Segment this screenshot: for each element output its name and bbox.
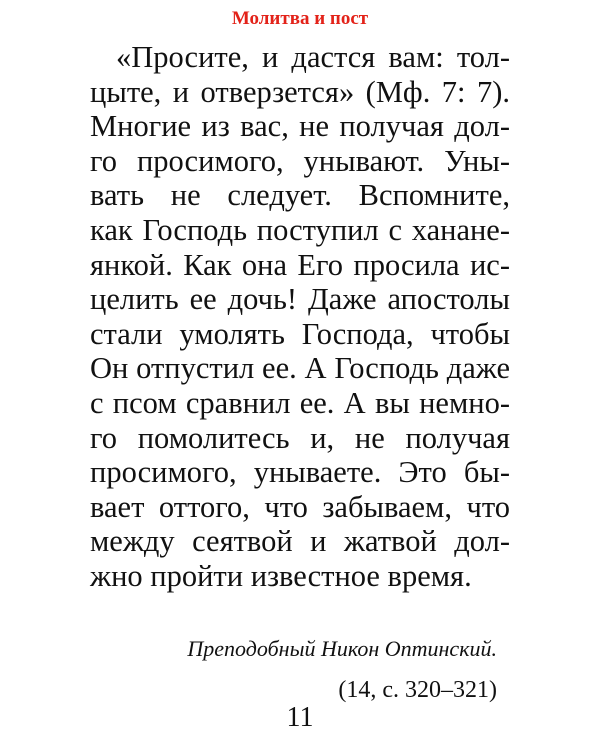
- page-number: 11: [286, 702, 314, 733]
- attribution: [187, 635, 497, 705]
- text-line: жно пройти известное время.: [90, 558, 472, 593]
- text-line: целить ее дочь! Даже апостолы: [90, 282, 510, 317]
- text-line: между сеятвой и жатвой дол-: [90, 524, 510, 559]
- text-line: с псом сравнил ее. А вы немно-: [90, 385, 510, 420]
- text-line: янкой. Как она Его просила ис-: [90, 247, 510, 282]
- text-line: Он отпустил ее. А Господь даже: [90, 351, 510, 386]
- text-line: просимого, унываете. Это бы-: [90, 455, 510, 490]
- text-line: цыте, и отверзется» (Мф. 7: 7).: [90, 74, 510, 109]
- text-line: стали умолять Господа, чтобы: [90, 316, 510, 351]
- running-header: Молитва и пост: [231, 8, 369, 29]
- text-line: го просимого, унывают. Уны-: [90, 143, 510, 178]
- text-line: как Господь поступил с ханане-: [90, 212, 510, 247]
- source-reference: (14, с. 320–321): [338, 677, 497, 703]
- body-text: [90, 40, 510, 594]
- text-line: Многие из вас, не получая дол-: [90, 109, 510, 144]
- author-name: Преподобный Никон Оптинский.: [187, 636, 497, 661]
- text-line: го помолитесь и, не получая: [90, 420, 510, 455]
- text-line: вать не следует. Вспомните,: [90, 178, 510, 213]
- text-line: вает оттого, что забываем, что: [90, 489, 510, 524]
- text-line: «Просите, и дастся вам: тол-: [116, 40, 510, 74]
